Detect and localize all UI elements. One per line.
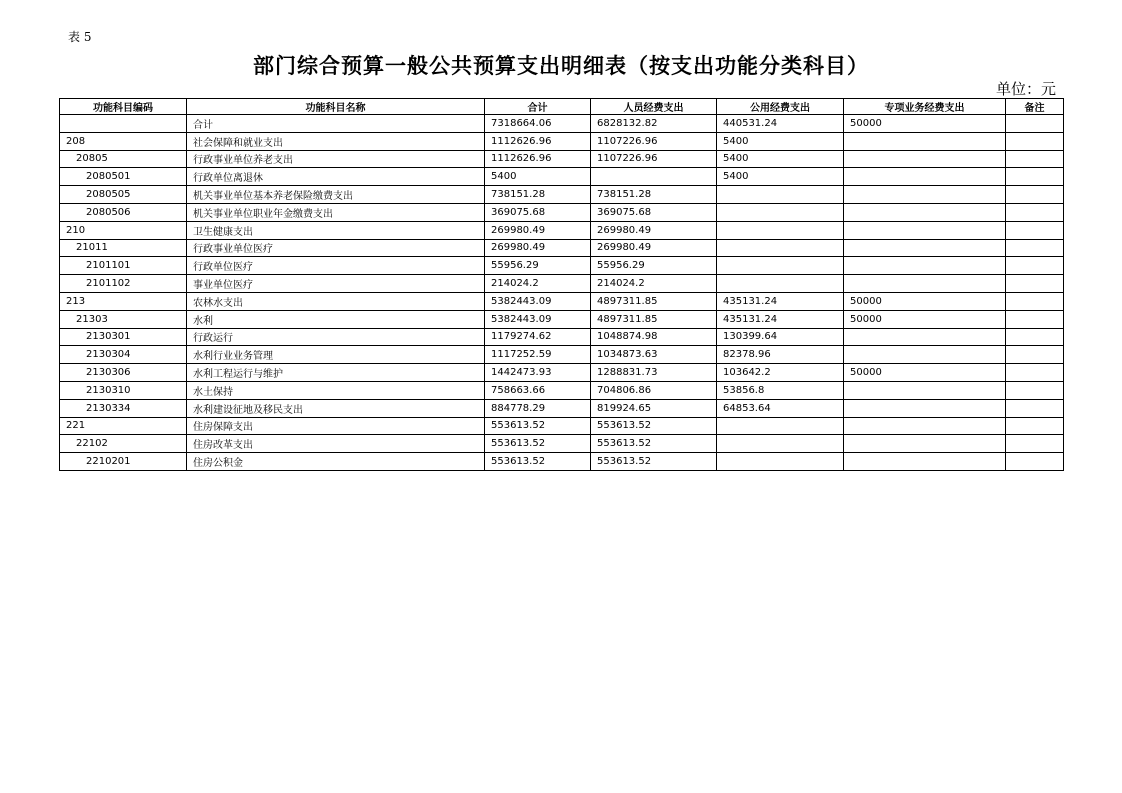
cell-special (844, 346, 1006, 364)
cell-special (844, 328, 1006, 346)
budget-table (59, 98, 1064, 471)
cell-personnel: 269980.49 (591, 239, 717, 257)
cell-note (1006, 115, 1064, 133)
cell-note (1006, 399, 1064, 417)
cell-total: 55956.29 (485, 257, 591, 275)
cell-note (1006, 346, 1064, 364)
table-row (60, 115, 1064, 133)
cell-personnel: 738151.28 (591, 186, 717, 204)
cell-special: 50000 (844, 292, 1006, 310)
page-title: 部门综合预算一般公共预算支出明细表（按支出功能分类科目） (253, 53, 869, 78)
cell-public: 82378.96 (717, 346, 844, 364)
cell-total: 1442473.93 (485, 364, 591, 382)
cell-note (1006, 221, 1064, 239)
cell-personnel: 55956.29 (591, 257, 717, 275)
cell-special (844, 453, 1006, 471)
cell-special: 50000 (844, 115, 1006, 133)
cell-public (717, 239, 844, 257)
table-row (60, 453, 1064, 471)
cell-note (1006, 257, 1064, 275)
cell-code: 213 (60, 292, 187, 310)
cell-public: 435131.24 (717, 292, 844, 310)
cell-code: 22102 (60, 435, 187, 453)
table-row (60, 435, 1064, 453)
table-row (60, 203, 1064, 221)
cell-public (717, 203, 844, 221)
cell-personnel: 1107226.96 (591, 150, 717, 168)
cell-personnel: 4897311.85 (591, 292, 717, 310)
table-row (60, 417, 1064, 435)
cell-personnel: 1107226.96 (591, 132, 717, 150)
cell-total: 738151.28 (485, 186, 591, 204)
cell-total: 553613.52 (485, 417, 591, 435)
cell-code: 2210201 (60, 453, 187, 471)
cell-name: 水利 (187, 310, 485, 328)
cell-public: 103642.2 (717, 364, 844, 382)
cell-total: 884778.29 (485, 399, 591, 417)
cell-code: 221 (60, 417, 187, 435)
cell-note (1006, 381, 1064, 399)
cell-code: 2080506 (60, 203, 187, 221)
cell-personnel: 269980.49 (591, 221, 717, 239)
cell-total: 5382443.09 (485, 292, 591, 310)
cell-note (1006, 292, 1064, 310)
header-total: 合计 (485, 99, 591, 115)
cell-note (1006, 364, 1064, 382)
cell-personnel: 704806.86 (591, 381, 717, 399)
cell-total: 1117252.59 (485, 346, 591, 364)
table-row (60, 150, 1064, 168)
cell-special (844, 132, 1006, 150)
cell-code: 21303 (60, 310, 187, 328)
cell-special (844, 239, 1006, 257)
cell-personnel: 369075.68 (591, 203, 717, 221)
table-row (60, 381, 1064, 399)
cell-total: 269980.49 (485, 239, 591, 257)
header-name: 功能科目名称 (187, 99, 485, 115)
cell-name: 卫生健康支出 (187, 221, 485, 239)
table-row (60, 221, 1064, 239)
cell-note (1006, 186, 1064, 204)
cell-note (1006, 310, 1064, 328)
cell-public: 64853.64 (717, 399, 844, 417)
cell-public (717, 275, 844, 293)
cell-name: 机关事业单位基本养老保险缴费支出 (187, 186, 485, 204)
cell-personnel: 553613.52 (591, 417, 717, 435)
page-label: 表 5 (68, 30, 92, 44)
cell-note (1006, 132, 1064, 150)
cell-total: 214024.2 (485, 275, 591, 293)
cell-code: 2130306 (60, 364, 187, 382)
cell-public (717, 417, 844, 435)
table-row (60, 399, 1064, 417)
cell-total: 1179274.62 (485, 328, 591, 346)
header-public: 公用经费支出 (717, 99, 844, 115)
cell-special (844, 186, 1006, 204)
cell-public (717, 221, 844, 239)
cell-code (60, 115, 187, 133)
cell-special (844, 417, 1006, 435)
cell-name: 社会保障和就业支出 (187, 132, 485, 150)
cell-public: 5400 (717, 150, 844, 168)
cell-total: 5382443.09 (485, 310, 591, 328)
cell-code: 2080501 (60, 168, 187, 186)
cell-personnel: 553613.52 (591, 435, 717, 453)
cell-name: 水利建设征地及移民支出 (187, 399, 485, 417)
cell-personnel: 4897311.85 (591, 310, 717, 328)
table-row (60, 168, 1064, 186)
cell-total: 758663.66 (485, 381, 591, 399)
cell-total: 1112626.96 (485, 132, 591, 150)
cell-public (717, 453, 844, 471)
cell-code: 210 (60, 221, 187, 239)
cell-name: 住房公积金 (187, 453, 485, 471)
table-row (60, 346, 1064, 364)
cell-special (844, 257, 1006, 275)
cell-personnel: 1048874.98 (591, 328, 717, 346)
cell-total: 369075.68 (485, 203, 591, 221)
cell-public (717, 186, 844, 204)
cell-total: 5400 (485, 168, 591, 186)
cell-name: 水土保持 (187, 381, 485, 399)
cell-special: 50000 (844, 310, 1006, 328)
cell-special (844, 435, 1006, 453)
cell-name: 行政事业单位养老支出 (187, 150, 485, 168)
header-personnel: 人员经费支出 (591, 99, 717, 115)
cell-name: 住房改革支出 (187, 435, 485, 453)
cell-public: 53856.8 (717, 381, 844, 399)
cell-total: 7318664.06 (485, 115, 591, 133)
cell-note (1006, 417, 1064, 435)
cell-code: 20805 (60, 150, 187, 168)
table-header (60, 99, 1064, 115)
cell-personnel: 6828132.82 (591, 115, 717, 133)
cell-special (844, 399, 1006, 417)
cell-public: 440531.24 (717, 115, 844, 133)
table-row (60, 364, 1064, 382)
cell-special: 50000 (844, 364, 1006, 382)
cell-name: 行政单位离退休 (187, 168, 485, 186)
cell-name: 行政单位医疗 (187, 257, 485, 275)
header-special: 专项业务经费支出 (844, 99, 1006, 115)
cell-special (844, 150, 1006, 168)
cell-public: 5400 (717, 132, 844, 150)
cell-name: 机关事业单位职业年金缴费支出 (187, 203, 485, 221)
cell-special (844, 275, 1006, 293)
cell-personnel: 1288831.73 (591, 364, 717, 382)
table-row (60, 186, 1064, 204)
cell-note (1006, 150, 1064, 168)
cell-name: 行政运行 (187, 328, 485, 346)
cell-total: 553613.52 (485, 435, 591, 453)
cell-name: 行政事业单位医疗 (187, 239, 485, 257)
cell-code: 2130304 (60, 346, 187, 364)
cell-personnel: 553613.52 (591, 453, 717, 471)
cell-name: 住房保障支出 (187, 417, 485, 435)
table-row (60, 328, 1064, 346)
cell-code: 2101101 (60, 257, 187, 275)
cell-public (717, 257, 844, 275)
cell-code: 2080505 (60, 186, 187, 204)
cell-special (844, 381, 1006, 399)
cell-public: 435131.24 (717, 310, 844, 328)
table-row (60, 275, 1064, 293)
table-row (60, 257, 1064, 275)
cell-personnel: 1034873.63 (591, 346, 717, 364)
table-row (60, 132, 1064, 150)
cell-public: 5400 (717, 168, 844, 186)
cell-code: 21011 (60, 239, 187, 257)
cell-total: 1112626.96 (485, 150, 591, 168)
cell-name: 农林水支出 (187, 292, 485, 310)
table-body (60, 115, 1064, 471)
cell-note (1006, 168, 1064, 186)
header-note: 备注 (1006, 99, 1064, 115)
cell-name: 水利行业业务管理 (187, 346, 485, 364)
cell-name: 事业单位医疗 (187, 275, 485, 293)
cell-code: 2101102 (60, 275, 187, 293)
table-row (60, 310, 1064, 328)
cell-special (844, 221, 1006, 239)
cell-name: 合计 (187, 115, 485, 133)
cell-note (1006, 203, 1064, 221)
cell-personnel (591, 168, 717, 186)
cell-code: 208 (60, 132, 187, 150)
header-row (60, 99, 1064, 115)
cell-note (1006, 328, 1064, 346)
cell-name: 水利工程运行与维护 (187, 364, 485, 382)
cell-note (1006, 239, 1064, 257)
cell-personnel: 214024.2 (591, 275, 717, 293)
cell-public: 130399.64 (717, 328, 844, 346)
cell-note (1006, 435, 1064, 453)
cell-code: 2130301 (60, 328, 187, 346)
header-code: 功能科目编码 (60, 99, 187, 115)
cell-note (1006, 275, 1064, 293)
cell-personnel: 819924.65 (591, 399, 717, 417)
table-row (60, 239, 1064, 257)
unit-label: 单位：元 (995, 80, 1056, 98)
cell-special (844, 203, 1006, 221)
cell-special (844, 168, 1006, 186)
cell-total: 269980.49 (485, 221, 591, 239)
cell-note (1006, 453, 1064, 471)
cell-code: 2130334 (60, 399, 187, 417)
cell-public (717, 435, 844, 453)
cell-total: 553613.52 (485, 453, 591, 471)
table-row (60, 292, 1064, 310)
cell-code: 2130310 (60, 381, 187, 399)
